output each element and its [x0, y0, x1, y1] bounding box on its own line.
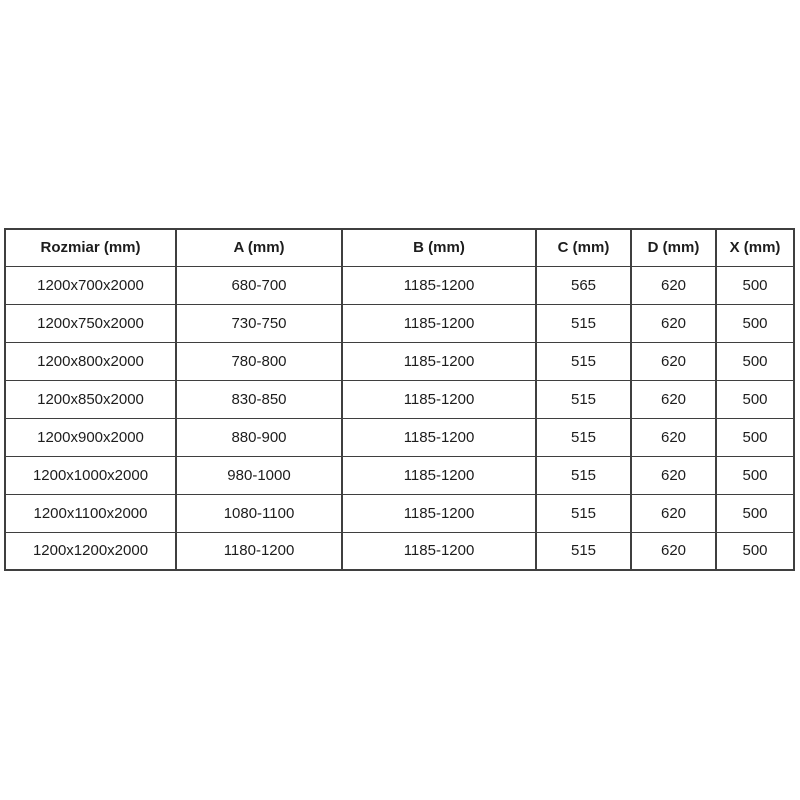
table-cell: 620 — [631, 456, 716, 494]
table-cell: 620 — [631, 380, 716, 418]
table-row — [5, 380, 794, 418]
table-cell: 620 — [631, 304, 716, 342]
table-cell: 565 — [536, 266, 631, 304]
table-row — [5, 304, 794, 342]
table-cell: 620 — [631, 532, 716, 570]
header-row — [5, 229, 794, 266]
table-cell: 1200x1100x2000 — [5, 494, 176, 532]
table-cell: 620 — [631, 418, 716, 456]
table-cell: 515 — [536, 532, 631, 570]
table-cell: 500 — [716, 266, 794, 304]
table-cell: 500 — [716, 304, 794, 342]
table-cell: 500 — [716, 456, 794, 494]
column-header: C (mm) — [536, 229, 631, 266]
column-header: Rozmiar (mm) — [5, 229, 176, 266]
table-cell: 515 — [536, 494, 631, 532]
table-cell: 1200x900x2000 — [5, 418, 176, 456]
table-row — [5, 494, 794, 532]
table-cell: 1200x750x2000 — [5, 304, 176, 342]
table-cell: 1200x1000x2000 — [5, 456, 176, 494]
table-cell: 500 — [716, 494, 794, 532]
table-cell: 500 — [716, 342, 794, 380]
table-cell: 730-750 — [176, 304, 342, 342]
table-cell: 515 — [536, 456, 631, 494]
table-row — [5, 418, 794, 456]
table-cell: 780-800 — [176, 342, 342, 380]
table-cell: 1200x800x2000 — [5, 342, 176, 380]
table-cell: 515 — [536, 304, 631, 342]
table-row — [5, 342, 794, 380]
table-cell: 1200x850x2000 — [5, 380, 176, 418]
table-cell: 620 — [631, 342, 716, 380]
table-cell: 1185-1200 — [342, 342, 536, 380]
table-cell: 515 — [536, 342, 631, 380]
column-header: X (mm) — [716, 229, 794, 266]
table-cell: 830-850 — [176, 380, 342, 418]
table-cell: 1185-1200 — [342, 304, 536, 342]
table-cell: 500 — [716, 418, 794, 456]
table-cell: 1180-1200 — [176, 532, 342, 570]
table-cell: 1185-1200 — [342, 494, 536, 532]
column-header: B (mm) — [342, 229, 536, 266]
table-row — [5, 532, 794, 570]
table-cell: 1080-1100 — [176, 494, 342, 532]
column-header: A (mm) — [176, 229, 342, 266]
size-specification-table — [4, 228, 795, 571]
table-cell: 980-1000 — [176, 456, 342, 494]
table-row — [5, 456, 794, 494]
table-cell: 680-700 — [176, 266, 342, 304]
table-cell: 515 — [536, 418, 631, 456]
table-cell: 620 — [631, 266, 716, 304]
table-cell: 515 — [536, 380, 631, 418]
table-cell: 1185-1200 — [342, 380, 536, 418]
size-specification-table-container — [4, 228, 795, 571]
column-header: D (mm) — [631, 229, 716, 266]
table-cell: 1185-1200 — [342, 532, 536, 570]
table-cell: 1185-1200 — [342, 418, 536, 456]
table-cell: 1185-1200 — [342, 266, 536, 304]
table-cell: 1185-1200 — [342, 456, 536, 494]
table-cell: 620 — [631, 494, 716, 532]
table-cell: 500 — [716, 532, 794, 570]
table-row — [5, 266, 794, 304]
table-cell: 880-900 — [176, 418, 342, 456]
table-cell: 1200x700x2000 — [5, 266, 176, 304]
table-cell: 500 — [716, 380, 794, 418]
table-cell: 1200x1200x2000 — [5, 532, 176, 570]
